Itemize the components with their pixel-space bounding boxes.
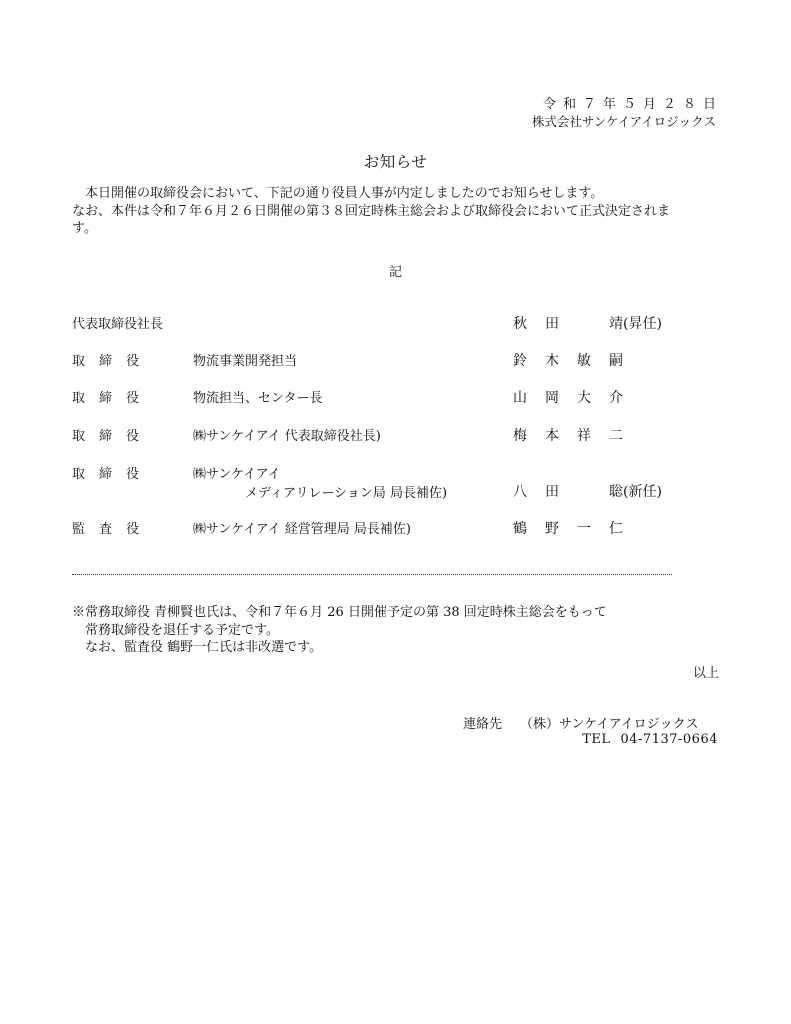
appointment-role: 取締役	[72, 354, 154, 369]
issue-date: 令和７年５月２８日	[542, 97, 723, 112]
note-line-2: 常務取締役を退任する予定です。	[85, 622, 279, 638]
closing-mark: 以上	[692, 666, 719, 681]
appointee-name-part: 田	[545, 484, 559, 500]
dotted-divider	[72, 574, 672, 575]
note-line-1: ※常務取締役 青柳賢也氏は、令和７年６月 26 日開催予定の第 38 回定時株主総会をもって	[72, 605, 607, 620]
appointment-role: 代表取締役社長	[72, 317, 164, 332]
appointee-name-part: 田	[545, 316, 559, 332]
issuer-company: 株式会社サンケイアイロジックス	[531, 114, 716, 129]
body-paragraph-2: なお、本件は令和７年６月２６日開催の第３８回定時株主総会および取締役会において正式決定されます。	[72, 203, 671, 236]
appointment-department: ㈱サンケイアイ 代表取締役社長)	[193, 429, 381, 444]
contact-tel	[582, 732, 718, 747]
appointee-name-part: 大	[577, 390, 591, 406]
appointment-role: 監査役	[72, 522, 154, 537]
announcement-body	[72, 185, 672, 238]
appointment-department: 物流事業開発担当	[193, 354, 298, 369]
appointment-department-line-2: メディアリレーション局 局長補佐)	[245, 486, 448, 501]
appointee-name-part: 野	[545, 521, 559, 537]
appointment-department: 物流担当、センター長	[193, 391, 323, 406]
appointee-name-part: 本	[545, 428, 559, 444]
appointee-name-part: 仁	[609, 521, 623, 537]
contact-org: （株）サンケイアイロジックス	[520, 717, 699, 732]
appointee-name-part: 鶴	[513, 521, 527, 537]
appointment-department: ㈱サンケイアイ 経営管理局 局長補佐)	[193, 522, 411, 537]
body-paragraph-1: 本日開催の取締役会において、下記の通り役員人事が内定しましたのでお知らせします。	[85, 186, 604, 201]
tel-number: 04-7137-0664	[620, 732, 718, 747]
contact-line	[463, 713, 699, 732]
note-line-3: なお、監査役 鶴野一仁氏は非改選です。	[85, 640, 323, 655]
appointee-name-part: 聡(新任)	[609, 484, 662, 500]
appointment-department: ㈱サンケイアイ	[193, 467, 281, 482]
appointee-name-part: 二	[609, 428, 623, 444]
ki-heading: 記	[388, 265, 402, 280]
appointee-name-part: 鈴	[513, 353, 527, 369]
appointee-name-part: 一	[577, 521, 591, 537]
note-block	[72, 604, 692, 657]
appointee-name-part: 靖(昇任)	[609, 316, 662, 332]
appointment-role: 取締役	[72, 467, 154, 482]
appointment-role: 取締役	[72, 429, 154, 444]
appointment-role: 取締役	[72, 391, 154, 406]
page-title: お知らせ	[363, 153, 428, 171]
appointee-name-part: 祥	[577, 428, 591, 444]
appointee-name-part: 木	[545, 353, 559, 369]
tel-label: TEL	[582, 732, 611, 747]
appointee-name-part: 介	[609, 390, 623, 406]
appointee-name-part: 嗣	[609, 353, 623, 369]
appointee-name-part: 秋	[513, 316, 527, 332]
appointee-name-part: 山	[513, 390, 527, 406]
appointee-name-part: 梅	[513, 428, 527, 444]
appointee-name-part: 八	[513, 484, 527, 500]
contact-label: 連絡先	[463, 717, 503, 732]
appointee-name-part: 岡	[545, 390, 559, 406]
appointee-name-part: 敏	[577, 353, 591, 369]
